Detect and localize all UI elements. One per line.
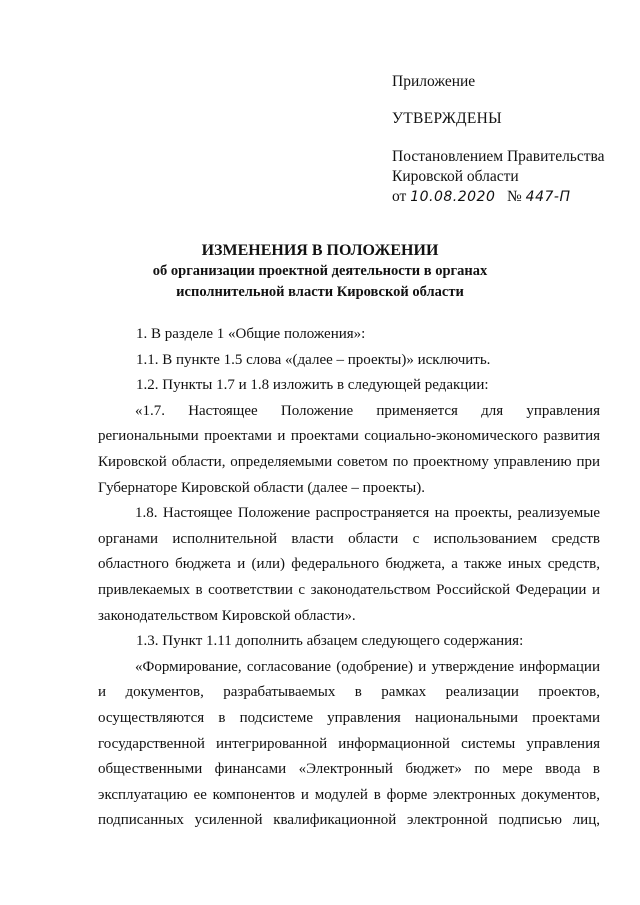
paragraph-1-7: «1.7. Настоящее Положение применяется для управления региональными проектами и проектами социально-экономического развития Кировской области, определяемыми советом по проектному управлению при Губернаторе Кировской области (далее – проекты). bbox=[98, 402, 600, 496]
region-line: Кировской области bbox=[392, 168, 519, 185]
paragraph-1-3: 1.3. Пункт 1.11 дополнить абзацем следующего содержания: bbox=[136, 633, 524, 650]
approval-block bbox=[392, 72, 622, 207]
date-prefix: от bbox=[392, 188, 407, 205]
title-line-2: об организации проектной деятельности в органах bbox=[152, 263, 488, 279]
paragraph-1-8: 1.8. Настоящее Положение распространяется на проекты, реализуемые органами исполнительной власти области с использованием средств областного бюджета и (или) федерального бюджета, а также иных средств, привлекаемых в соответствии с законодательством Российской Федерации и законодательством Кировской области». bbox=[98, 505, 600, 624]
resolution-line: Постановлением Правительства bbox=[392, 148, 605, 165]
title-line-3: исполнительной власти Кировской области bbox=[176, 284, 464, 300]
appendix-label: Приложение bbox=[392, 73, 476, 90]
handwritten-number: 447-П bbox=[525, 189, 571, 205]
document-body bbox=[98, 322, 600, 834]
title-line-1: ИЗМЕНЕНИЯ В ПОЛОЖЕНИИ bbox=[201, 242, 439, 259]
handwritten-date: 10.08.2020 bbox=[410, 189, 496, 205]
approved-label: УТВЕРЖДЕНЫ bbox=[392, 110, 502, 127]
paragraph-1: 1. В разделе 1 «Общие положения»: bbox=[136, 326, 366, 342]
date-number-line bbox=[392, 187, 622, 207]
paragraph-1-1: 1.1. В пункте 1.5 слова «(далее – проекты)» исключить. bbox=[136, 351, 491, 368]
document-title bbox=[100, 240, 540, 303]
paragraph-1-2: 1.2. Пункты 1.7 и 1.8 изложить в следующей редакции: bbox=[136, 377, 489, 394]
number-prefix: № bbox=[507, 188, 522, 205]
paragraph-1-11-addition: «Формирование, согласование (одобрение) и утверждение информации и документов, разрабатываемых в рамках реализации проектов, осуществляются в подсистеме управления национальными проектами государственной интегрированной информационной системы управления общественными финансами «Электронный бюджет» по мере ввода в эксплуатацию ее компонентов и модулей в форме электронных документов, подписанных усиленной квалификационной электронной подписью лиц, bbox=[98, 658, 600, 829]
